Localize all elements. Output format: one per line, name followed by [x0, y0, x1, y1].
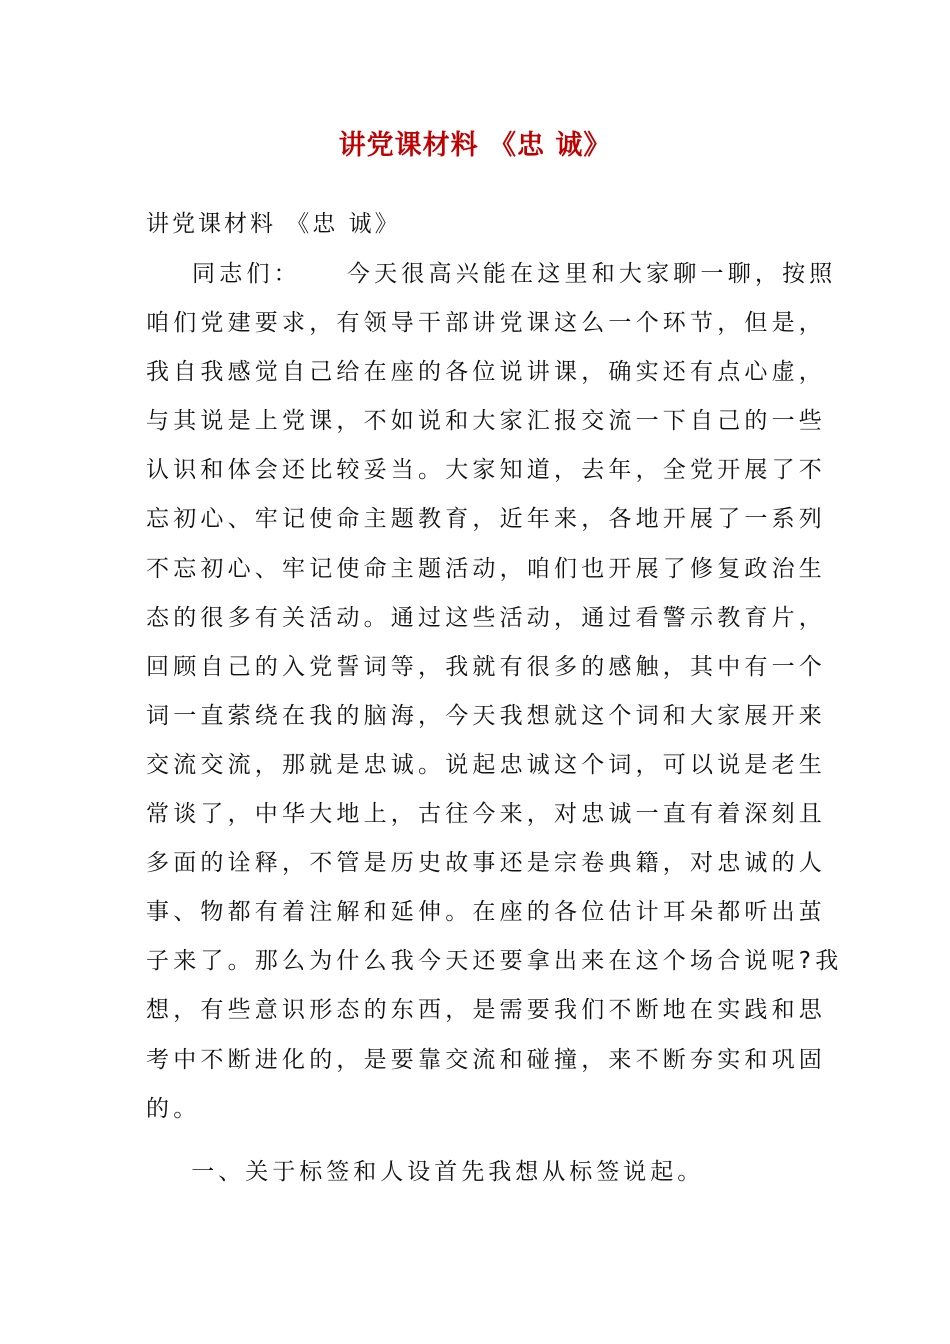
body-line: 考中不断进化的，是要靠交流和碰撞，来不断夯实和巩固	[146, 1046, 826, 1073]
body-line: 交流交流，那就是忠诚。说起忠诚这个词，可以说是老生	[146, 751, 826, 778]
body-line: 认识和体会还比较妥当。大家知道，去年，全党开展了不	[146, 457, 826, 484]
body-line: 忘初心、牢记使命主题教育，近年来，各地开展了一系列	[146, 506, 826, 533]
body-line: 子来了。那么为什么我今天还要拿出来在这个场合说呢?我	[146, 948, 843, 975]
body-line: 态的很多有关活动。通过这些活动，通过看警示教育片，	[146, 604, 826, 631]
body-line: 词一直萦绕在我的脑海，今天我想就这个词和大家展开来	[146, 702, 826, 729]
body-paragraph-2: 一、关于标签和人设首先我想从标签说起。	[146, 1159, 705, 1185]
body-line: 常谈了，中华大地上，古往今来，对忠诚一直有着深刻且	[146, 801, 826, 828]
body-line: 与其说是上党课，不如说和大家汇报交流一下自己的一些	[146, 408, 826, 435]
body-line: 多面的诠释，不管是历史故事还是宗卷典籍，对忠诚的人	[146, 850, 826, 877]
body-line: 事、物都有着注解和延伸。在座的各位估计耳朵都听出茧	[146, 899, 826, 926]
body-line: 我自我感觉自己给在座的各位说讲课，确实还有点心虚，	[146, 359, 826, 386]
document-title: 讲党课材料 《忠 诚》	[338, 130, 612, 161]
document-subtitle: 讲党课材料 《忠 诚》	[146, 211, 401, 237]
body-line: 回顾自己的入党誓词等，我就有很多的感触，其中有一个	[146, 653, 826, 680]
body-line: 咱们党建要求，有领导干部讲党课这么一个环节，但是，	[146, 310, 826, 337]
body-line: 同志们： 今天很高兴能在这里和大家聊一聊，按照	[146, 261, 837, 287]
body-line: 的。	[146, 1095, 201, 1122]
body-paragraph-1	[146, 250, 843, 1134]
body-line: 想，有些意识形态的东西，是需要我们不断地在实践和思	[146, 997, 826, 1024]
body-line: 不忘初心、牢记使命主题活动，咱们也开展了修复政治生	[146, 555, 826, 582]
